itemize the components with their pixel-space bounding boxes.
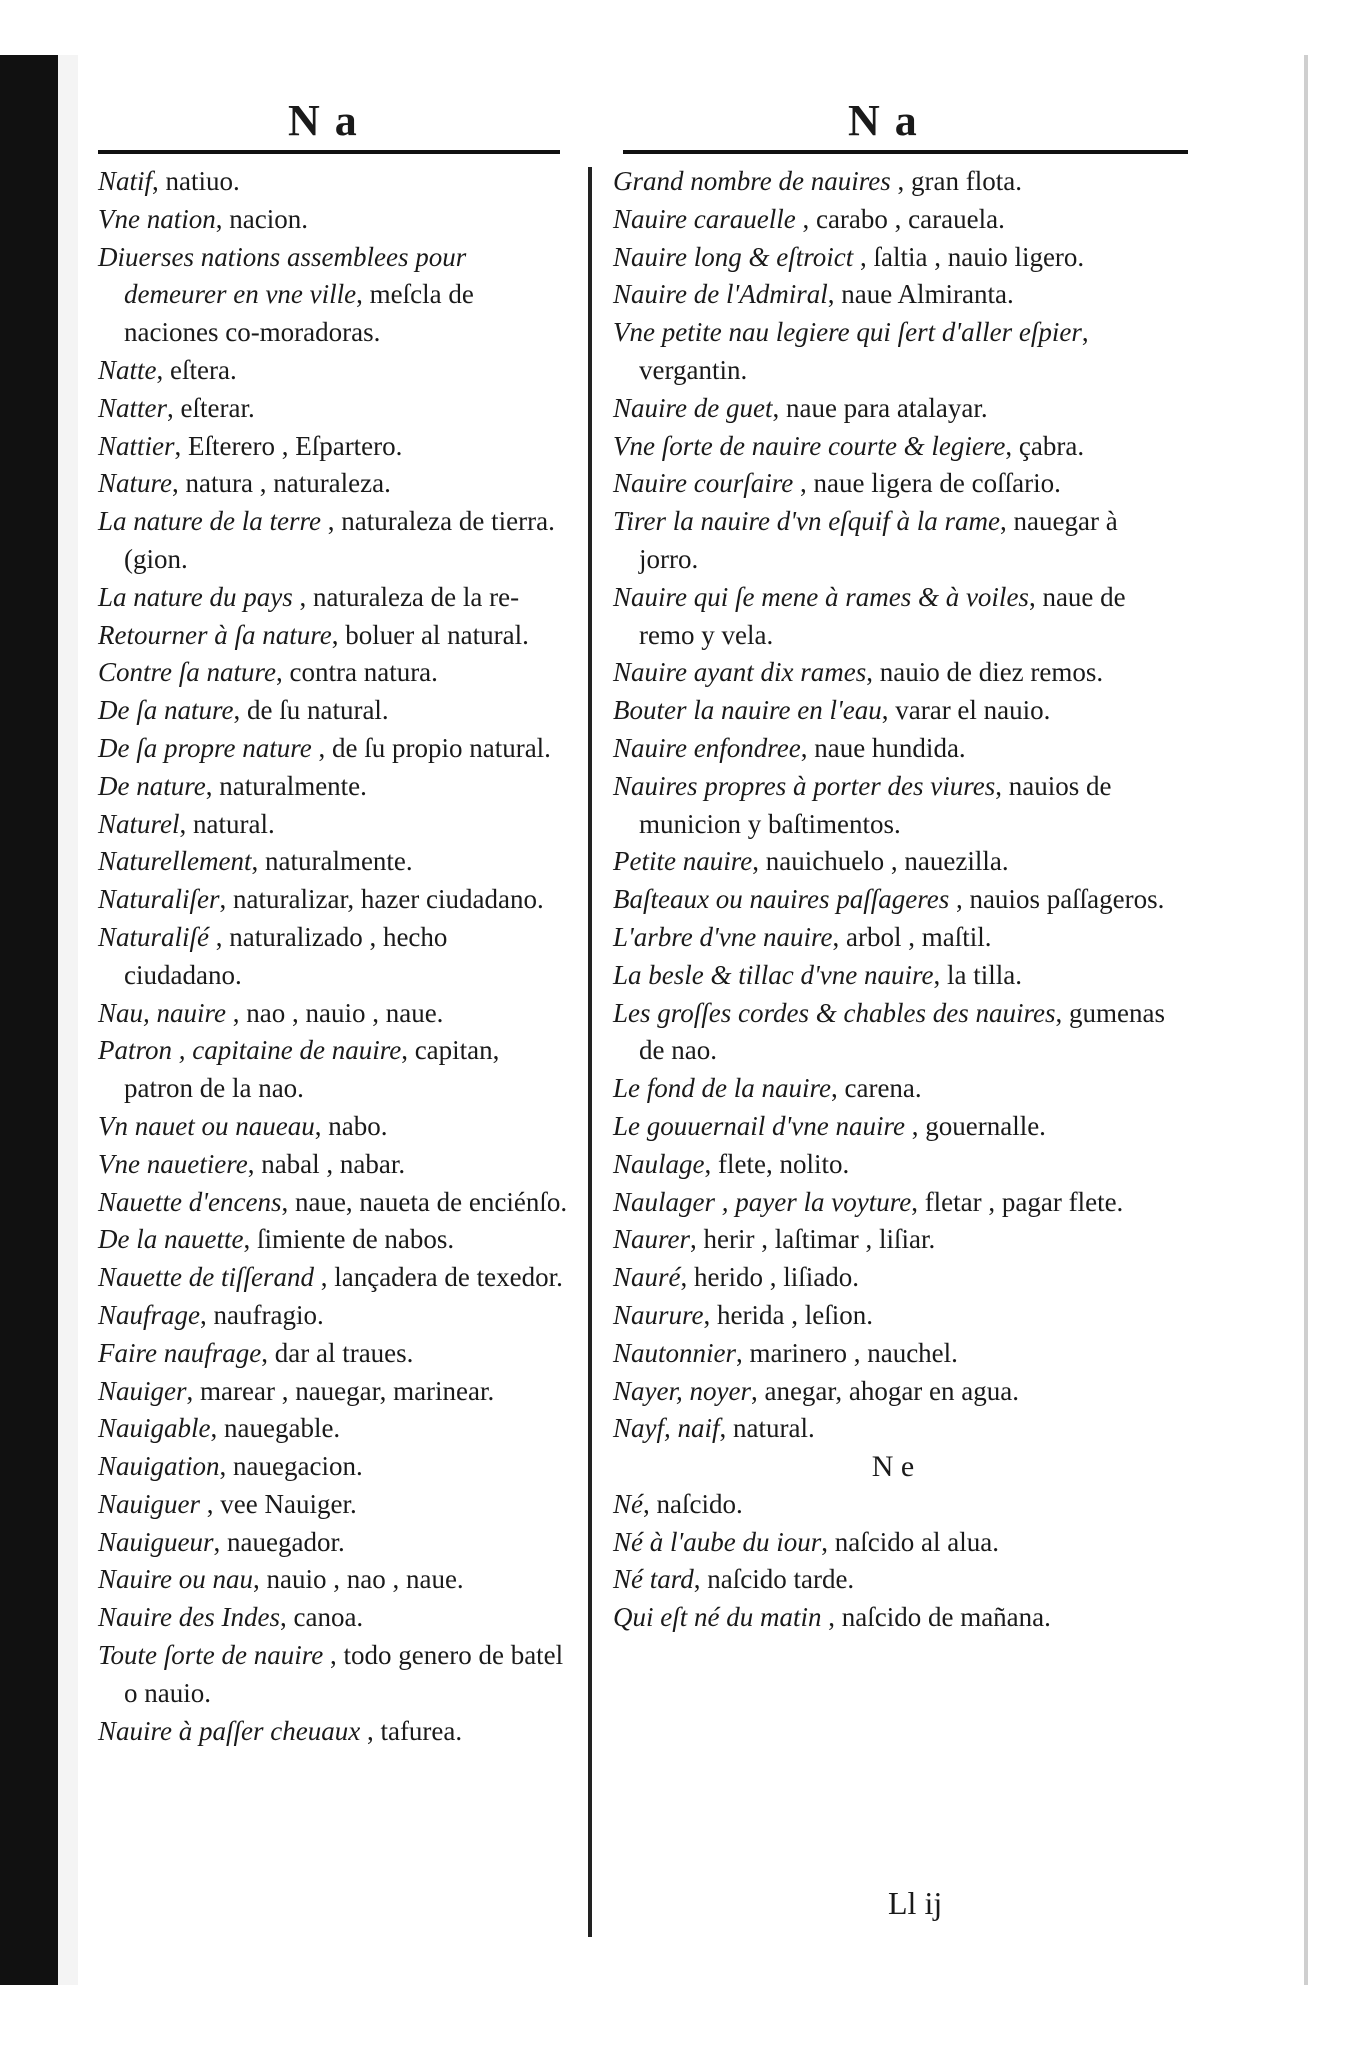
column-divider: [588, 167, 592, 1937]
entry-headword: Retourner à ſa nature: [98, 619, 332, 650]
entry-translation: , varar el nauio.: [881, 695, 1051, 726]
entry-translation: , lançadera de texedor.: [313, 1262, 563, 1293]
entry-translation: , nauegador.: [213, 1526, 345, 1557]
entry-translation: , nauios de municion y baſtimentos.: [639, 770, 1112, 839]
dictionary-entry: [98, 881, 568, 919]
dictionary-entry: [98, 465, 568, 503]
entry-translation: , gouernalle.: [904, 1110, 1046, 1141]
entry-headword: Petite nauire: [613, 846, 753, 877]
entry-translation: , nabal , nabar.: [247, 1148, 406, 1179]
entry-headword: Nauire long & eſtroict: [613, 241, 854, 272]
entry-headword: Naulage: [613, 1148, 705, 1179]
entry-headword: Nauigation: [98, 1451, 220, 1482]
entry-headword: Nauire ou nau: [98, 1564, 253, 1595]
entry-headword: Baſteaux ou nauires paſſageres: [613, 884, 950, 915]
dictionary-entry: [98, 1373, 568, 1411]
dictionary-entry: [98, 919, 568, 995]
dictionary-entry: [613, 314, 1173, 390]
entry-translation: , natiuo.: [152, 166, 240, 196]
dictionary-entry: [98, 1599, 568, 1637]
entry-translation: , nauegar à jorro.: [639, 506, 1118, 574]
dictionary-entry: [613, 1524, 1173, 1562]
dictionary-entry: [98, 1448, 568, 1486]
entry-headword: Grand nombre de nauires: [613, 166, 891, 196]
entry-headword: Contre ſa nature: [98, 657, 276, 688]
entry-headword: Nayer, noyer: [613, 1375, 751, 1406]
dictionary-entry: [613, 239, 1173, 277]
entry-translation: , meſcla de naciones co-moradoras.: [124, 279, 474, 348]
entry-headword: Le gouuernail d'vne nauire: [613, 1110, 905, 1141]
entry-translation: , canoa.: [279, 1602, 364, 1633]
dictionary-entry: [98, 352, 568, 390]
entry-translation: , boluer al natural.: [331, 619, 529, 650]
page-edge: [58, 55, 78, 1985]
dictionary-entry: [98, 806, 568, 844]
entry-headword: Faire naufrage: [98, 1337, 262, 1368]
entry-translation: , contra natura.: [276, 657, 438, 688]
signature-mark: Ll ij: [888, 1885, 943, 1921]
dictionary-entry: [98, 1259, 568, 1297]
dictionary-entry: [98, 1713, 568, 1751]
dictionary-entry: [613, 1599, 1173, 1637]
entry-headword: Nauigueur: [98, 1526, 214, 1557]
entry-translation: , naue, naueta de enciénſo.: [281, 1186, 568, 1217]
left-running-head: N a: [288, 96, 359, 145]
entry-translation: , naturaleza de la re-: [292, 581, 520, 612]
entry-translation: , marear , nauegar, marinear.: [186, 1375, 495, 1406]
entry-translation: , nao , nauio , naue.: [226, 997, 444, 1028]
entry-translation: , naturaleza de tierra. (gion.: [124, 506, 555, 574]
entry-headword: Nauigable: [98, 1413, 211, 1444]
entry-headword: De ſa nature: [98, 695, 234, 726]
entry-translation: , naue hundida.: [800, 732, 966, 763]
entry-translation: , vee Nauiger.: [200, 1488, 357, 1519]
dictionary-entry: [613, 503, 1173, 579]
entry-headword: Nauire de guet: [613, 392, 773, 423]
entry-translation: , natural.: [179, 808, 275, 839]
dictionary-entry: [613, 276, 1173, 314]
entry-headword: Naturellement: [98, 846, 252, 877]
entry-translation: , ſimiente de nabos.: [243, 1224, 455, 1255]
entry-translation: , de ſu propio natural.: [311, 732, 551, 763]
entry-headword: De ſa propre nature: [98, 732, 312, 763]
entry-translation: , ſaltia , nauio ligero.: [853, 241, 1085, 272]
dictionary-entry: [98, 1146, 568, 1184]
left-column: [98, 163, 568, 1750]
entry-translation: , Eſterero , Eſpartero.: [174, 430, 403, 461]
entry-headword: Nau, nauire: [98, 997, 226, 1028]
dictionary-entry: [98, 428, 568, 466]
entry-headword: Diuerses nations assemblees pour demeurer en vne ville: [98, 241, 467, 310]
dictionary-entry: [613, 1146, 1173, 1184]
entry-headword: Nature: [98, 468, 172, 499]
entry-headword: Nauire qui ſe mene à rames & à voiles: [613, 581, 1029, 612]
dictionary-entry: [613, 1259, 1173, 1297]
entry-translation: , herido , liſiado.: [680, 1262, 859, 1293]
entry-translation: , gran flota.: [890, 166, 1022, 196]
entry-translation: , nauegable.: [210, 1413, 341, 1444]
dictionary-entry: [98, 843, 568, 881]
entry-headword: La nature de la terre: [98, 506, 321, 537]
right-column: [613, 163, 1173, 1637]
entry-translation: , naue para atalayar.: [772, 392, 988, 423]
dictionary-entry: [613, 881, 1173, 919]
dictionary-entry: [98, 617, 568, 655]
dictionary-entry: [98, 1410, 568, 1448]
entry-headword: Nauré: [613, 1262, 681, 1293]
entry-translation: , de ſu natural.: [233, 695, 389, 726]
dictionary-entry: [613, 390, 1173, 428]
entry-translation: , nauio de diez remos.: [866, 657, 1104, 688]
dictionary-entry: [98, 1637, 568, 1713]
entry-translation: , çabra.: [1005, 430, 1085, 461]
entry-headword: Le fond de la nauire: [613, 1073, 831, 1104]
entry-headword: La besle & tillac d'vne nauire: [613, 959, 934, 990]
entry-headword: Nattier: [98, 430, 175, 461]
entry-headword: Nayf, naif: [613, 1413, 720, 1444]
entry-headword: Nauires propres à porter des viures: [613, 770, 996, 801]
dictionary-entry: [98, 503, 568, 579]
entry-translation: , naue ligera de coſſario.: [793, 468, 1061, 499]
entry-headword: Nauiguer: [98, 1488, 201, 1519]
entry-headword: Naurer: [613, 1224, 691, 1255]
entry-headword: Naturaliſer: [98, 884, 220, 915]
dictionary-page: [78, 55, 1308, 1985]
entry-translation: , capitan, patron de la nao.: [124, 1035, 500, 1104]
entry-headword: Nauire de l'Admiral: [613, 279, 828, 310]
dictionary-entry: [613, 1108, 1173, 1146]
entry-translation: , herida , leſion.: [703, 1299, 873, 1330]
left-header-rule: [98, 150, 560, 154]
entry-translation: , nacion.: [215, 203, 308, 234]
entry-translation: , vergantin.: [639, 317, 1089, 385]
dictionary-entry: [613, 995, 1173, 1071]
entry-headword: Naturel: [98, 808, 180, 839]
entry-translation: , eſtera.: [156, 354, 237, 385]
entry-headword: Natter: [98, 392, 168, 423]
entry-translation: , naſcido tarde.: [693, 1564, 855, 1595]
entry-translation: , naturalmente.: [251, 846, 413, 877]
entry-translation: , naſcido.: [643, 1488, 743, 1519]
entry-headword: Né à l'aube du iour: [613, 1526, 822, 1557]
dictionary-entry: [98, 239, 568, 352]
entry-translation: , naſcido de mañana.: [821, 1602, 1051, 1633]
book-spine: [0, 55, 58, 1985]
dictionary-entry: [613, 957, 1173, 995]
right-running-head: N a: [848, 96, 919, 145]
entry-headword: Vne nation: [98, 203, 216, 234]
entry-translation: , carabo , carauela.: [795, 203, 1005, 234]
entry-headword: Nauire ayant dix rames: [613, 657, 867, 688]
entry-translation: , natural.: [719, 1413, 815, 1444]
dictionary-entry: [613, 1221, 1173, 1259]
dictionary-entry: [613, 465, 1173, 503]
dictionary-entry: [613, 1184, 1173, 1222]
section-subheading: N e: [871, 1450, 915, 1484]
entry-translation: , nauegacion.: [219, 1451, 363, 1482]
entry-headword: Naulager , payer la voyture: [613, 1186, 912, 1217]
entry-translation: , naturalmente.: [205, 770, 367, 801]
dictionary-entry: [613, 768, 1173, 844]
entry-headword: Nauire à paſſer cheuaux: [98, 1715, 361, 1746]
entry-headword: De nature: [98, 770, 206, 801]
dictionary-entry: [613, 1410, 1173, 1448]
dictionary-entry: [613, 428, 1173, 466]
entry-headword: Qui eſt né du matin: [613, 1602, 822, 1633]
dictionary-entry: [613, 730, 1173, 768]
entry-translation: , naſcido al alua.: [821, 1526, 999, 1557]
dictionary-entry: [613, 163, 1173, 201]
dictionary-entry: [98, 1524, 568, 1562]
entry-translation: , la tilla.: [933, 959, 1022, 990]
dictionary-entry: [613, 1373, 1173, 1411]
dictionary-entry: [613, 1297, 1173, 1335]
entry-headword: Naurure: [613, 1299, 704, 1330]
entry-headword: Vne ſorte de nauire courte & legiere: [613, 430, 1006, 461]
entry-translation: , naue de remo y vela.: [639, 581, 1126, 650]
dictionary-entry: [613, 579, 1173, 655]
entry-translation: , dar al traues.: [261, 1337, 414, 1368]
entry-headword: Nauire enfondree: [613, 732, 801, 763]
entry-headword: Patron , capitaine de nauire: [98, 1035, 402, 1066]
entry-translation: , todo genero de batel o nauio.: [124, 1640, 564, 1708]
dictionary-entry: [98, 1108, 568, 1146]
entry-headword: Vn nauet ou naueau: [98, 1110, 315, 1141]
entry-translation: , eſterar.: [167, 392, 255, 423]
entry-headword: Naturaliſé: [98, 921, 210, 952]
entry-headword: Natif: [98, 166, 153, 196]
entry-headword: Nauette d'encens: [98, 1186, 282, 1217]
dictionary-entry: [98, 995, 568, 1033]
entry-headword: La nature du pays: [98, 581, 293, 612]
entry-headword: De la nauette: [98, 1224, 244, 1255]
entry-headword: Nauire des Indes: [98, 1602, 280, 1633]
right-header-rule: [623, 150, 1188, 154]
dictionary-entry: [98, 1297, 568, 1335]
entry-translation: , naufragio.: [200, 1299, 324, 1330]
entry-headword: Vne petite nau legiere qui ſert d'aller eſpier: [613, 317, 1082, 348]
entry-translation: , carena.: [830, 1073, 922, 1104]
dictionary-entry: [613, 843, 1173, 881]
entry-translation: , nabo.: [314, 1110, 388, 1141]
entry-translation: , naue Almiranta.: [827, 279, 1014, 310]
entry-headword: Bouter la nauire en l'eau: [613, 695, 882, 726]
dictionary-entry: [613, 919, 1173, 957]
entry-translation: , tafurea.: [360, 1715, 463, 1746]
dictionary-entry: [613, 692, 1173, 730]
dictionary-entry: [613, 201, 1173, 239]
dictionary-entry: [613, 1561, 1173, 1599]
entry-headword: Nauiger: [98, 1375, 187, 1406]
dictionary-entry: [98, 1335, 568, 1373]
dictionary-entry: [98, 1221, 568, 1259]
entry-headword: Vne nauetiere: [98, 1148, 248, 1179]
dictionary-entry: [613, 1070, 1173, 1108]
entry-translation: , gumenas de nao.: [639, 997, 1165, 1066]
entry-headword: Naufrage: [98, 1299, 201, 1330]
dictionary-entry: [98, 1184, 568, 1222]
entry-translation: , nauio , nao , naue.: [253, 1564, 464, 1595]
entry-headword: Tirer la nauire d'vn eſquif à la rame: [613, 506, 1001, 537]
entry-headword: Nauire courſaire: [613, 468, 794, 499]
dictionary-entry: [98, 692, 568, 730]
dictionary-entry: [98, 201, 568, 239]
entry-headword: Nauire carauelle: [613, 203, 796, 234]
dictionary-entry: [98, 768, 568, 806]
entry-headword: L'arbre d'vne nauire: [613, 921, 833, 952]
entry-headword: Né tard: [613, 1564, 694, 1595]
dictionary-entry: [613, 1486, 1173, 1524]
entry-headword: Nautonnier: [613, 1337, 737, 1368]
entry-headword: Les groſſes cordes & chables des nauires: [613, 997, 1056, 1028]
entry-headword: Natte: [98, 354, 157, 385]
entry-translation: , anegar, ahogar en agua.: [750, 1375, 1019, 1406]
entry-translation: , flete, nolito.: [704, 1148, 850, 1179]
dictionary-entry: [98, 1032, 568, 1108]
dictionary-entry: [613, 1335, 1173, 1373]
entry-translation: , marinero , nauchel.: [736, 1337, 958, 1368]
entry-headword: Toute ſorte de nauire: [98, 1640, 324, 1671]
entry-translation: , nauios paſſageros.: [949, 884, 1165, 915]
entry-translation: , naturalizar, hazer ciudadano.: [219, 884, 544, 915]
entry-headword: Né: [613, 1488, 643, 1519]
entry-headword: Nauette de tiſſerand: [98, 1262, 314, 1293]
entry-translation: , naturalizado , hecho ciudadano.: [124, 921, 448, 990]
dictionary-entry: [98, 1486, 568, 1524]
entry-translation: , nauichuelo , nauezilla.: [752, 846, 1009, 877]
entry-translation: , fletar , pagar flete.: [911, 1186, 1124, 1217]
dictionary-entry: [98, 163, 568, 201]
dictionary-entry: [98, 1561, 568, 1599]
dictionary-entry: [98, 579, 568, 617]
dictionary-entry: [98, 390, 568, 428]
entry-translation: , herir , laſtimar , liſiar.: [690, 1224, 936, 1255]
dictionary-entry: [98, 654, 568, 692]
dictionary-entry: [613, 654, 1173, 692]
entry-translation: , natura , naturaleza.: [172, 468, 391, 499]
dictionary-entry: [98, 730, 568, 768]
entry-translation: , arbol , maſtil.: [832, 921, 992, 952]
